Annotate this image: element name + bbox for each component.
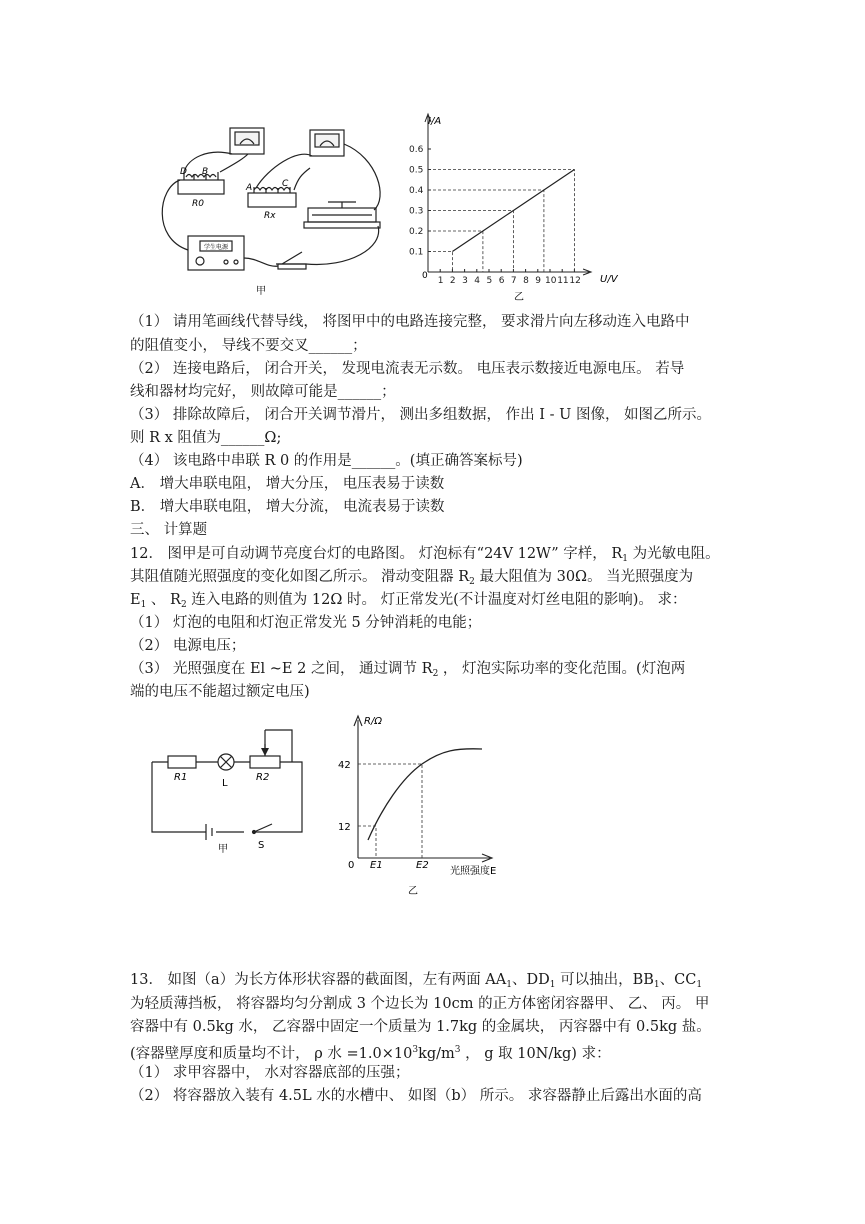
p13-line4: (容器壁厚度和质量均不计， ρ 水 $=1.0\times 10^3kg/m^3$ ， g 取 10N/kg) 求： xyxy=(130,1045,611,1062)
iu-guide xyxy=(428,252,452,273)
p13-line3: 容器中有 0.5kg 水， 乙容器中固定一个质量为 1.7kg 的金属块， 丙容器中有 0.5kg 盐。 xyxy=(130,1019,711,1035)
iu-x-tick-label: 7 xyxy=(510,276,517,286)
p13-line2: 为轻质薄挡板， 将容器均匀分割成 3 个边长为 10cm 的正方体密闭容器甲、 乙、 丙。 甲 xyxy=(130,996,710,1012)
p13-q1: （1） 求甲容器中， 水对容器底部的压强； xyxy=(130,1065,410,1081)
power-supply-label: 学生电源 xyxy=(204,244,229,251)
iu-y-tick-label: 0.6 xyxy=(409,145,424,155)
re-xlabel: 光照强度E xyxy=(450,866,497,877)
q3-line1: （3） 排除故障后， 闭合开关调节滑片， 测出多组数据， 作出 I - U 图像， 如图乙所示。 xyxy=(130,407,712,423)
iu-x-tick-label: 12 xyxy=(569,276,581,286)
iu-y-tick-label: 0.3 xyxy=(409,206,424,217)
iu-y-tick-label: 0.5 xyxy=(409,165,424,176)
switch xyxy=(276,252,306,264)
label-l: L xyxy=(222,778,228,789)
switch-s xyxy=(254,824,272,832)
iu-xlabel: U/V xyxy=(600,274,618,285)
re-guide-e2 xyxy=(358,764,422,858)
p12-line1: 12． 图甲是可自动调节亮度台灯的电路图。 灯泡标有“24V 12W” 字样， $R_1$ 为光敏电阻。 xyxy=(130,546,720,564)
iu-x-tick-label: 4 xyxy=(474,276,481,286)
re-tick-e1: E1 xyxy=(370,860,383,871)
label-r2: R2 xyxy=(256,772,270,783)
iu-ylabel: I/A xyxy=(428,116,442,127)
resistance-light-graph xyxy=(322,708,522,900)
re-curve xyxy=(368,749,482,840)
q2-line2: 线和器材均完好， 则故障可能是______； xyxy=(130,384,396,400)
q2-line1: （2） 连接电路后， 闭合开关， 发现电流表无示数。 电压表示数接近电源电压。 若导 xyxy=(130,361,685,377)
resistor-rx xyxy=(248,193,296,207)
caption-jia: 甲 xyxy=(256,286,266,297)
iu-x-tick-label: 11 xyxy=(557,276,569,286)
iu-x-tick-label: 8 xyxy=(523,276,529,286)
circuit-diagram-jia xyxy=(148,118,393,298)
iu-graph xyxy=(402,108,624,308)
iu-x-tick-label: 5 xyxy=(486,276,493,286)
p12-q3-line1: （3） 光照强度在 El ~E 2 之间， 通过调节 $R_2$ ， 灯泡实际功率的变化范围。(灯泡两 xyxy=(130,661,686,679)
battery xyxy=(206,824,212,840)
option-b: B． 增大串联电阻， 增大分流， 电流表易于读数 xyxy=(130,499,445,515)
q1-line1: （1） 请用笔画线代替导线， 将图甲中的电路连接完整， 要求滑片向左移动连入电路中 xyxy=(130,314,690,330)
iu-y-tick-label: 0.1 xyxy=(409,247,424,258)
label-r1: R1 xyxy=(174,772,188,783)
iu-x-tick-label: 3 xyxy=(462,276,468,286)
p12-line2: 其阻值随光照强度的变化如图乙所示。 滑动变阻器 $R_2$ 最大阻值为 30Ω。 当光照强度为 xyxy=(130,569,694,587)
resistor-r0 xyxy=(178,180,224,194)
iu-x-tick-label: 10 xyxy=(545,276,557,286)
option-a: A． 增大串联电阻， 增大分压， 电压表易于读数 xyxy=(130,476,445,492)
re-tick-12: 12 xyxy=(338,822,351,833)
p13-q2: （2） 将容器放入装有 4.5L 水的水槽中、 如图（b） 所示。 求容器静止后露出水面的高 xyxy=(130,1088,702,1104)
iu-y-tick-label: 0.4 xyxy=(409,186,424,196)
section-heading: 三、 计算题 xyxy=(130,522,208,538)
q3-line2: 则 R x 阻值为______Ω; xyxy=(130,430,282,446)
p13-line1: 13． 如图（a）为长方体形状容器的截面图，左有两面 $AA_1$、$DD_1$ 可以抽出，$BB_1$、$CC_1$ xyxy=(130,972,703,990)
circuit-diagram-2-jia xyxy=(146,722,316,854)
iu-origin: 0 xyxy=(422,271,428,281)
p12-q2: （2） 电源电压； xyxy=(130,638,246,654)
q1-line2: 的阻值变小， 导线不要交叉______； xyxy=(130,338,367,354)
q4-line: （4） 该电路中串联 R 0 的作用是______。(填正确答案标号) xyxy=(130,453,523,469)
iu-x-tick-label: 9 xyxy=(535,276,542,286)
caption-yi-2: 乙 xyxy=(408,886,418,897)
resistor-r1 xyxy=(168,756,196,768)
re-ylabel: R/Ω xyxy=(364,716,382,727)
p12-q3-line2: 端的电压不能超过额定电压) xyxy=(130,684,310,700)
rheostat-r2 xyxy=(250,756,280,768)
re-y-axis xyxy=(354,716,362,858)
caption-yi: 乙 xyxy=(514,292,524,303)
iu-x-tick-label: 2 xyxy=(449,276,456,286)
re-guide-e1 xyxy=(358,826,376,858)
label-b: B xyxy=(202,167,209,177)
re-origin: 0 xyxy=(348,860,355,871)
re-tick-e2: E2 xyxy=(416,860,429,871)
re-tick-42: 42 xyxy=(338,760,351,771)
label-s: S xyxy=(258,840,265,851)
label-a: A xyxy=(246,183,253,193)
iu-x-tick-label: 6 xyxy=(498,276,505,286)
iu-y-tick-label: 0.2 xyxy=(409,227,424,237)
label-d: D xyxy=(180,167,187,177)
iu-x-tick-label: 1 xyxy=(437,276,444,286)
label-rx: Rx xyxy=(264,211,276,221)
p12-line3: $E_1$ 、 $R_2$ 连入电路的则值为 12Ω 时。 灯正常发光(不计温度对灯丝电阻的影响)。 求： xyxy=(130,592,687,610)
iu-y-axis xyxy=(425,114,431,272)
p12-q1: （1） 灯泡的电阻和灯泡正常发光 5 分钟消耗的电能； xyxy=(130,615,482,631)
caption-jia-2: 甲 xyxy=(218,844,228,854)
label-c: C xyxy=(282,179,289,189)
label-r0: R0 xyxy=(192,199,204,209)
